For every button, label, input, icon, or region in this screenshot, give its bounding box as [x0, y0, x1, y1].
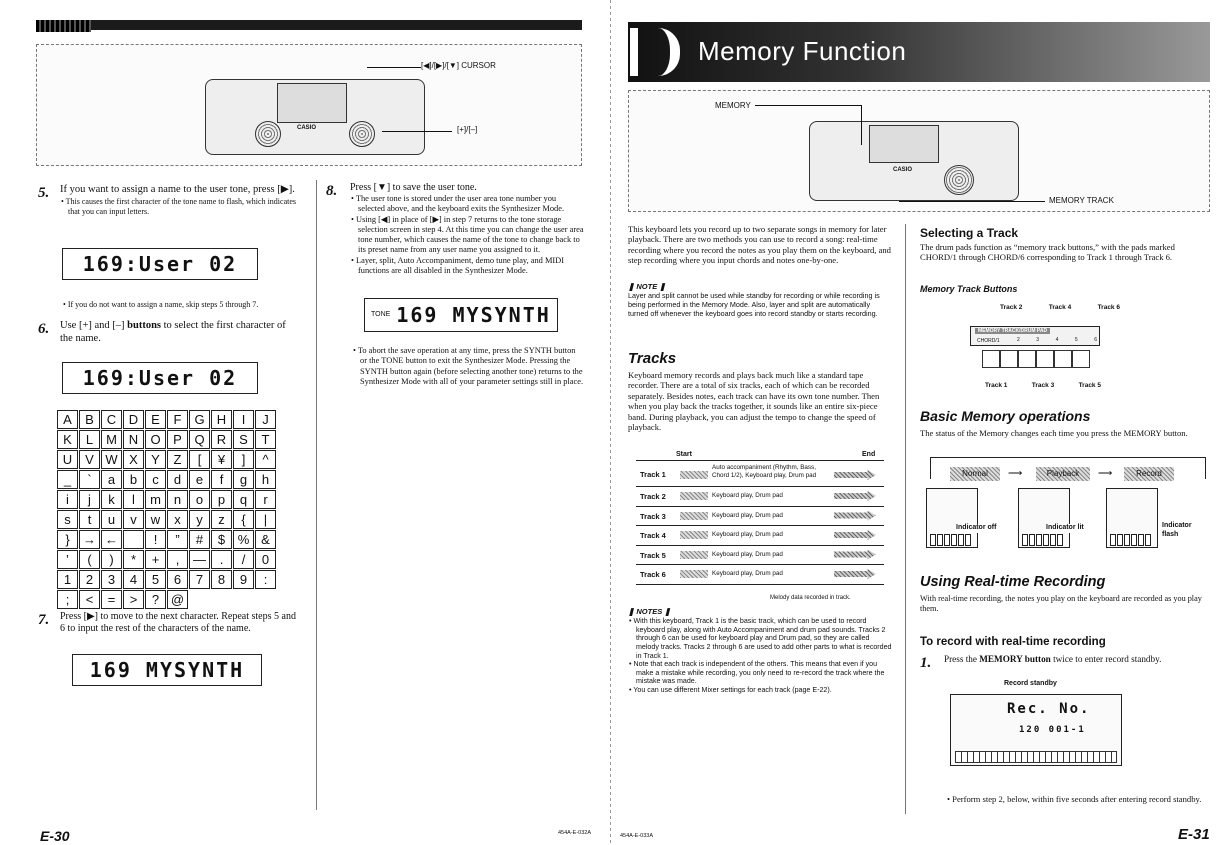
cursor-pointer-line [367, 67, 421, 68]
step-text: Press [▶] to move to the next character. Repeat steps 5 and 6 to input the rest of the characters of the name. [60, 611, 296, 635]
casio-logo: CASIO [297, 125, 317, 131]
char-cell: ` [79, 470, 100, 489]
track-arrow [834, 569, 876, 579]
panel-label: MEMORY TRACK/DRUM PAD [975, 328, 1050, 334]
track-labels-bottom [985, 382, 1101, 390]
char-row [57, 450, 279, 470]
char-cell: o [189, 490, 210, 509]
char-cell: M [101, 430, 122, 449]
char-cell: ; [57, 590, 78, 609]
char-cell: v [123, 510, 144, 529]
track-label: 4 [1055, 337, 1059, 343]
char-cell: | [255, 510, 276, 529]
mini-keyboard [1022, 534, 1063, 546]
char-cell: ! [145, 530, 166, 549]
track-desc: Keyboard play, Drum pad [712, 511, 783, 519]
track-name: Track 2 [640, 492, 666, 501]
char-cell: C [101, 410, 122, 429]
track-arrow [834, 491, 876, 501]
step-number: 1. [920, 655, 932, 671]
char-cell: I [233, 410, 254, 429]
char-cell: % [233, 530, 254, 549]
track-desc: Keyboard play, Drum pad [712, 570, 783, 577]
mini-keyboard [930, 534, 971, 546]
pad-buttons [982, 350, 1090, 368]
char-cell: U [57, 450, 78, 469]
char-cell: K [57, 430, 78, 449]
track-row [636, 463, 884, 487]
char-cell: m [145, 490, 166, 509]
track-label: 6 [1094, 337, 1097, 343]
to-record-heading: To record with real-time recording [920, 636, 1106, 648]
keyboard-strip [955, 751, 1117, 763]
char-cell: s [57, 510, 78, 529]
mode-playback: Playback [1036, 467, 1090, 481]
char-cell: / [233, 550, 254, 569]
skip-note: • If you do not want to assign a name, skip steps 5 through 7. [62, 300, 302, 310]
track-label: Track 6 [1097, 304, 1120, 311]
step-bullet: • The user tone is stored under the user area tone number you selected above, and the keyboard exits the Synthesizer Mode. [350, 194, 584, 215]
char-cell: f [211, 470, 232, 489]
char-cell: ( [79, 550, 100, 569]
char-cell: J [255, 410, 276, 429]
step-text: Press the MEMORY button twice to enter record standby. [944, 654, 1162, 664]
step-bullet: • This causes the first character of the tone name to flash, which indicates that you can input letters. [60, 197, 298, 217]
track-label: Track 4 [1048, 304, 1072, 311]
char-cell: P [167, 430, 188, 449]
char-cell: x [167, 510, 188, 529]
char-cell: j [79, 490, 100, 509]
title-bar [628, 22, 1210, 82]
track-label: Track 1 [985, 382, 1008, 389]
chord-label: CHORD/1 [977, 338, 1000, 344]
char-cell: > [123, 590, 144, 609]
track-name: Track 5 [640, 550, 666, 560]
table-rule [636, 460, 884, 461]
step-bullets [350, 194, 584, 276]
char-cell: 6 [167, 570, 188, 589]
char-row [57, 550, 279, 570]
memory-pointer-line [861, 105, 862, 145]
char-cell: N [123, 430, 144, 449]
step-number: 7. [38, 612, 50, 628]
char-cell: u [101, 510, 122, 529]
plusminus-label: [+]/[–] [457, 125, 478, 134]
character-table [57, 410, 279, 610]
char-cell: , [167, 550, 188, 569]
step-8 [326, 182, 584, 276]
char-cell: 7 [189, 570, 210, 589]
indicator-flash-label: Indicator flash [1162, 522, 1192, 538]
char-cell: ) [101, 550, 122, 569]
memory-track-label: MEMORY TRACK [1049, 196, 1114, 205]
char-cell: r [255, 490, 276, 509]
intro-text: This keyboard lets you record up to two separate songs in memory for later playback. There are two methods you can use to record a song: real-time recording where you record the notes as you play them on the keyboard, and step recording where you input chords and notes one-by-one. [628, 224, 891, 266]
track-row [636, 565, 884, 585]
record-standby-label: Record standby [1004, 680, 1057, 687]
track-row [636, 507, 884, 527]
memory-pointer-line [755, 105, 861, 106]
char-cell: y [189, 510, 210, 529]
rec-lcd-text: Rec. No. [1007, 701, 1091, 717]
tracks-text: Keyboard memory records and plays back much like a standard tape recorder. There are a total of six tracks, each of which can be recorded separately. Besides notes, each track can have its own tone number. Then when you play back the tracks together, it sounds like an entire six-piece band. During playback, you can adjust the tempo to change the speed of playback. [628, 370, 880, 433]
char-cell: q [233, 490, 254, 509]
memory-track-panel [970, 326, 1100, 346]
page-number: E-31 [1178, 826, 1210, 843]
track-name: Track 1 [640, 470, 666, 479]
arrow-right-icon: ⟶ [1098, 468, 1113, 479]
title-bracket-icon [658, 28, 680, 76]
char-cell: T [255, 430, 276, 449]
char-cell: 0 [255, 550, 276, 569]
abort-note: • To abort the save operation at any time, press the SYNTH button or the TONE button to exit the Synthesizer Mode. Pressing the SYNTH button again (before selecting another tone) returns to the Synthesizer Mode with all of your parameter settings still in place. [352, 346, 584, 387]
track-desc: Keyboard play, Drum pad [712, 531, 783, 538]
track-start-bar [680, 531, 708, 539]
melody-note: Melody data recorded in track. [770, 595, 851, 601]
char-row [57, 410, 279, 430]
char-cell: L [79, 430, 100, 449]
char-cell: } [57, 530, 78, 549]
char-cell: { [233, 510, 254, 529]
page-code: 454A-E-033A [620, 833, 654, 839]
char-cell: 1 [57, 570, 78, 589]
track-label: Track 3 [1031, 382, 1055, 389]
table-end-label: End [862, 451, 876, 458]
selecting-track-heading: Selecting a Track [920, 226, 1019, 240]
notes-heading: ❚ NOTES ❚ [628, 607, 671, 616]
track-name: Track 3 [640, 511, 666, 521]
track-row [636, 487, 884, 507]
title-bracket-icon [630, 28, 648, 76]
step-7 [38, 611, 300, 635]
char-cell: t [79, 510, 100, 529]
step-number: 6. [38, 321, 50, 337]
char-cell: V [79, 450, 100, 469]
track-arrow [834, 470, 876, 480]
char-cell: ¥ [211, 450, 232, 469]
char-cell: z [211, 510, 232, 529]
char-cell: B [79, 410, 100, 429]
indicator-lit-label: Indicator lit [1046, 524, 1084, 531]
char-cell: @ [167, 590, 188, 609]
track-start-bar [680, 512, 708, 520]
char-cell: Z [167, 450, 188, 469]
dial [349, 121, 375, 147]
lcd-display [364, 298, 558, 332]
dial [944, 165, 974, 195]
char-cell: F [167, 410, 188, 429]
track-arrow [834, 511, 876, 521]
char-cell: ? [145, 590, 166, 609]
tracks-heading: Tracks [628, 350, 677, 367]
step-number: 5. [38, 185, 50, 201]
char-cell: c [145, 470, 166, 489]
char-cell: b [123, 470, 144, 489]
char-cell: $ [211, 530, 232, 549]
lcd-display: 169:User 02 [62, 248, 258, 280]
char-cell: g [233, 470, 254, 489]
arrow-right-icon: ⟶ [1008, 468, 1023, 479]
record-standby-display [950, 694, 1122, 766]
note-heading: ❚ NOTE ❚ [628, 282, 666, 291]
plusminus-pointer-line [382, 131, 452, 132]
header-bar-tab [36, 20, 91, 32]
char-cell: < [79, 590, 100, 609]
char-cell: ] [233, 450, 254, 469]
final-bullet: • Perform step 2, below, within five seconds after entering record standby. [946, 794, 1210, 804]
track-start-bar [680, 570, 708, 578]
track-desc: Keyboard play, Drum pad [712, 492, 783, 499]
char-cell: 5 [145, 570, 166, 589]
memory-track-buttons-heading: Memory Track Buttons [920, 284, 1018, 294]
realtime-text: With real-time recording, the notes you play on the keyboard are recorded as you play them. [920, 594, 1202, 613]
char-cell: 3 [101, 570, 122, 589]
lcd-screen [869, 125, 939, 163]
char-cell: E [145, 410, 166, 429]
char-cell: a [101, 470, 122, 489]
char-cell: n [167, 490, 188, 509]
track-row [636, 526, 884, 546]
char-cell: H [211, 410, 232, 429]
note-item: • With this keyboard, Track 1 is the basic track, which can be used to record keyboard play, along with Auto Accompaniment and drum pad sounds. Tracks 2 through 6 can be used for keyboard play and Drum pad, so they are called melody tracks. Tracks 2 through 6 are used to add other parts to what is recorded in Track 1. [628, 617, 892, 660]
track-row [636, 546, 884, 566]
step-1 [920, 654, 1210, 671]
column-rule [316, 180, 317, 810]
step-6 [38, 320, 298, 346]
mini-keyboard [1110, 534, 1151, 546]
pad-numbers [1017, 337, 1097, 343]
char-cell: d [167, 470, 188, 489]
cursor-label: [◀]/[▶]/[▼] CURSOR [421, 61, 496, 70]
char-cell [123, 530, 144, 549]
char-cell: = [101, 590, 122, 609]
casio-logo: CASIO [893, 167, 913, 173]
note-item: • Note that each track is independent of the others. This means that even if you make a mistake while recording, you only need to re-record the track where the mistake was made. [628, 660, 892, 686]
table-start-label: Start [676, 451, 692, 458]
tone-label: TONE [371, 310, 391, 318]
indicator-off-label: Indicator off [956, 524, 997, 531]
char-cell: 8 [211, 570, 232, 589]
track-start-bar [680, 471, 708, 479]
lcd-screen [277, 83, 347, 123]
char-cell: 2 [79, 570, 100, 589]
char-cell: ^ [255, 450, 276, 469]
char-cell: ’ [57, 550, 78, 569]
page-divider [610, 0, 611, 845]
char-row [57, 570, 279, 590]
step-bullet: • Using [◀] in place of [▶] in step 7 returns to the tone storage selection screen in step 4. At this time you can change the user area tone number, which causes the name of the tone to change back to its preset name from any user name you assigned to it. [350, 215, 584, 256]
char-cell: 9 [233, 570, 254, 589]
step-number: 8. [326, 183, 338, 199]
track-label: 5 [1074, 337, 1078, 343]
char-cell: X [123, 450, 144, 469]
step-text: If you want to assign a name to the user tone, press [▶]. [60, 184, 295, 195]
indicator-panels [922, 488, 1212, 550]
char-cell: & [255, 530, 276, 549]
char-cell: + [145, 550, 166, 569]
char-cell: D [123, 410, 144, 429]
track-start-bar [680, 492, 708, 500]
track-arrow [834, 530, 876, 540]
basic-memory-text: The status of the Memory changes each time you press the MEMORY button. [920, 428, 1188, 438]
char-cell: l [123, 490, 144, 509]
mode-normal: Normal [950, 467, 1000, 481]
char-cell: . [211, 550, 232, 569]
char-row [57, 430, 279, 450]
mode-cycle [928, 455, 1210, 483]
column-rule [905, 224, 906, 814]
char-cell: ← [101, 530, 122, 549]
char-cell: h [255, 470, 276, 489]
char-cell: e [189, 470, 210, 489]
char-cell: 4 [123, 570, 144, 589]
page-title: Memory Function [698, 36, 907, 66]
step-text: Use [+] and [–] buttons to select the first character of the name. [60, 320, 286, 344]
step-5 [38, 184, 298, 216]
char-cell: k [101, 490, 122, 509]
lcd-display: 169:User 02 [62, 362, 258, 394]
char-cell: G [189, 410, 210, 429]
track-table [636, 463, 884, 585]
char-cell: [ [189, 450, 210, 469]
memory-label: MEMORY [715, 101, 751, 110]
char-cell: * [123, 550, 144, 569]
track-label: 2 [1017, 337, 1020, 343]
char-cell: ” [167, 530, 188, 549]
char-row [57, 590, 279, 610]
char-cell: Q [189, 430, 210, 449]
char-row [57, 470, 279, 490]
char-row [57, 530, 279, 550]
char-cell: R [211, 430, 232, 449]
char-cell: S [233, 430, 254, 449]
track-desc: Keyboard play, Drum pad [712, 550, 783, 558]
char-cell: A [57, 410, 78, 429]
track-label: 3 [1036, 337, 1040, 343]
char-cell: _ [57, 470, 78, 489]
char-cell: → [79, 530, 100, 549]
char-cell: W [101, 450, 122, 469]
keyboard-illustration-panel [628, 90, 1210, 212]
notes-list [628, 617, 892, 695]
char-cell: Y [145, 450, 166, 469]
page-number: E-30 [40, 828, 70, 844]
mode-record: Record [1124, 467, 1174, 481]
char-cell: : [255, 570, 276, 589]
note-item: • You can use different Mixer settings for each track (page E-22). [628, 686, 892, 695]
track-desc: Auto accompaniment (Rhythm, Bass, Chord 1/2), Keyboard play, Drum pad [712, 464, 817, 479]
track-start-bar [680, 551, 708, 559]
dial [255, 121, 281, 147]
track-label: Track 5 [1078, 382, 1101, 389]
char-cell: # [189, 530, 210, 549]
track-arrow [834, 550, 876, 560]
char-cell: — [189, 550, 210, 569]
memory-track-pointer-line [899, 201, 1045, 202]
track-name: Track 4 [640, 531, 666, 540]
char-cell: p [211, 490, 232, 509]
keyboard-illustration-panel [36, 44, 582, 166]
char-cell: i [57, 490, 78, 509]
step-text: Press [▼] to save the user tone. [350, 182, 477, 193]
note-text: Layer and split cannot be used while standby for recording or while recording is being performed in the Memory Mode. Also, layer and split are automatically turned off whenever the keyboard goes into record standby or starts recording. [628, 291, 880, 318]
step-bullet: • Layer, split, Auto Accompaniment, demo tune play, and MIDI functions are all disabled in the Synthesizer Mode. [350, 256, 584, 277]
realtime-heading: Using Real-time Recording [920, 574, 1106, 590]
track-name: Track 6 [640, 570, 666, 579]
track-label: Track 2 [1000, 304, 1023, 311]
track-labels-top [1000, 304, 1120, 312]
char-row [57, 490, 279, 510]
rec-lcd-text: 120 001-1 [1019, 725, 1086, 735]
page-code: 454A-E-032A [558, 830, 592, 836]
lcd-display: 169 MYSYNTH [72, 654, 262, 686]
selecting-track-text: The drum pads function as “memory track buttons,” with the pads marked CHORD/1 through CHORD/6 corresponding to Track 1 through Track 6. [920, 242, 1175, 263]
char-row [57, 510, 279, 530]
char-cell: O [145, 430, 166, 449]
char-cell: w [145, 510, 166, 529]
lcd-text: 169 MYSYNTH [396, 302, 551, 327]
basic-memory-heading: Basic Memory operations [920, 408, 1091, 424]
header-bar [36, 20, 582, 30]
